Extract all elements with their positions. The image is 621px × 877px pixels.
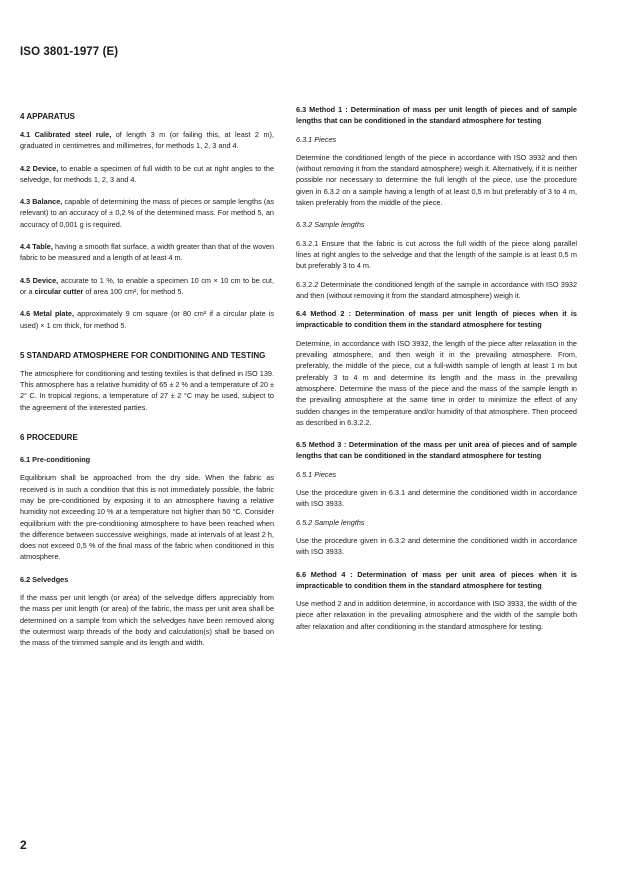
clause-6-5-2-heading	[296, 517, 577, 528]
clause-4-2	[20, 163, 274, 186]
clause-4-4-text: having a smooth flat surface, a width greater than that of the woven fabric to be measured and a length of at least 4 m.	[20, 242, 275, 263]
left-column	[20, 104, 274, 649]
clause-4-3	[20, 196, 274, 230]
clause-6-6-heading: 6.6 Method 4 : Determination of mass per unit area of pieces when it is impracticable to condition them in the standard atmosphere for testing	[296, 569, 577, 590]
clause-6-5-2-text: Use the procedure given in 6.3.2 and determine the conditioned width in accordance with ISO 3933.	[296, 535, 577, 557]
clause-6-4-text: Determine, in accordance with ISO 3932, the length of the piece after relaxation in the prevailing atmosphere, and then weigh it in the prevailing atmosphere. From, preferably, the middle of the piece, cut a full-width sample of length at least 1 m but preferably 3 to 4 m and determine its length and the mass in the prevailing atmosphere. Determine the mass of the piece and the mass of the sample length in the prevailing atmosphere at the same time in order to minimize the effect of any sudden changes in the temperature and/or humidity of that atmosphere. Then proceed as described in 6.3.2.2.	[296, 338, 577, 427]
clause-4-3-text: capable of determining the mass of pieces or sample lengths (as relevant) to an accuracy of ± 0,2 % of the determined mass. For method 5, an accuracy of 0,001 g is required.	[20, 197, 274, 229]
clause-4-5	[20, 275, 274, 298]
clause-4-5-bold: circular cutter	[34, 286, 84, 296]
clause-6-5-1-heading	[296, 469, 577, 480]
clause-6-3-heading: 6.3 Method 1 : Determination of mass per unit length of pieces and of sample lengths that can be conditioned in the standard atmosphere for testing	[296, 105, 577, 126]
clause-4-4-label: 4.4 Table,	[20, 242, 53, 252]
clause-4-5-text-b: of area 100 cm², for method 5.	[85, 286, 184, 296]
clause-6-1-heading: 6.1 Pre-conditioning	[20, 455, 91, 465]
clause-6-5-1-text: Use the procedure given in 6.3.1 and determine the conditioned width in accordance with ISO 3933.	[296, 488, 577, 509]
clause-6-3-2-1-text: 6.3.2.1 Ensure that the fabric is cut across the full width of the piece along parallel lines at right angles to the selvedge and that the length of the sample is at least 0,5 m but preferably 3 to 4 m.	[296, 238, 577, 271]
clause-6-3-2-title: 6.3.2 Sample lengths	[296, 220, 365, 230]
document-header: ISO 3801-1977 (E)	[20, 46, 119, 58]
clause-4-2-label: 4.2 Device,	[20, 163, 59, 173]
clause-4-1-label: 4.1 Calibrated steel rule,	[20, 130, 112, 139]
clause-6-3-1-heading	[296, 134, 577, 145]
clause-4-5-label: 4.5 Device,	[20, 275, 59, 285]
clause-4-1	[20, 129, 274, 152]
section-5-heading: 5 STANDARD ATMOSPHERE FOR CONDITIONING AND TESTING	[20, 350, 266, 360]
right-column	[296, 104, 577, 632]
clause-6-3-1-text: Determine the conditioned length of the piece in accordance with ISO 3932 and then (without removing it from the standard atmosphere) weigh it. Alternatively, if it is neither possible nor necessary to determine the full length of the piece, use the procedure given in 6.3.2 on a sample having a length of at least 0,5 m but preferably of 3 to 4 m, taken preferably from the middle of the piece.	[296, 152, 577, 208]
clause-4-6-text: approximately 9 cm square (or 80 cm² if a circular plate is used) × 1 cm thick, for method 5.	[20, 309, 275, 330]
clause-6-5-2-title: 6.5.2 Sample lengths	[296, 517, 365, 527]
clause-6-3-2-2-text: 6.3.2.2 Determinate the conditioned length of the sample in accordance with ISO 3932 and then (without removing it from the standard atmosphere) weigh it.	[296, 279, 577, 300]
clause-4-4	[20, 241, 274, 264]
section-5-text: The atmosphere for conditioning and testing textiles is that defined in ISO 139. This atmosphere has a relative humidity of 65 ± 2 % and a temperature of 20 ± 2° C. In tropical regions, a temperature of 27 ± 2 °C may be used, subject to the agreement of the interested parties.	[20, 368, 274, 412]
clause-6-2-heading: 6.2 Selvedges	[20, 574, 69, 584]
clause-6-1-text: Equilibrium shall be approached from the dry side. When the fabric as received is in such a condition that this is not immediately possible, the fabric may be pre-conditioned by exposing it to an atmosphere having a relative humidity not exceeding 10 % at a temperature not higher than 50 °C. Consider equilibrium with the pre-conditioning atmosphere to have been reached when the difference between successive weighings, made at intervals of at least 2 h, does not exceed 0,5 % of the final mass of the fabric when conditioned in this atmosphere.	[20, 473, 274, 562]
section-4-heading: 4 APPARATUS	[20, 112, 75, 121]
clause-4-6	[20, 308, 274, 331]
clause-4-5-text-a: accurate to 1 %, to enable a specimen 10 cm × 10 cm to be cut, or a	[20, 275, 274, 296]
clause-6-4-heading: 6.4 Method 2 : Determination of mass per unit length of pieces when it is impracticable to condition them in the standard atmosphere for testing	[296, 309, 577, 330]
clause-4-1-text: of length 3 m (or failing this, at least 2 m), graduated in centimetres and millimetres, for methods 1, 2, 3 and 4.	[20, 130, 274, 151]
clause-6-6-text: Use method 2 and in addition determine, in accordance with ISO 3933, the width of the piece after relaxation in the prevailing atmosphere and the width of the sample both after relaxation and after conditioning in the standard atmosphere for testing.	[296, 599, 577, 631]
clause-6-3-1-title: 6.3.1 Pieces	[296, 134, 337, 144]
clause-6-5-heading: 6.5 Method 3 : Determination of the mass per unit area of pieces and of sample lengths that can be conditioned in the standard atmosphere for testing	[296, 440, 577, 461]
clause-4-3-label: 4.3 Balance,	[20, 197, 63, 207]
page-number: 2	[20, 838, 27, 852]
section-6-heading: 6 PROCEDURE	[20, 433, 78, 443]
clause-6-5-1-title: 6.5.1 Pieces	[296, 469, 337, 479]
clause-4-2-text: to enable a specimen of full width to be cut at right angles to the selvedge, for methods 1, 2, 3 and 4.	[20, 163, 275, 184]
clause-6-2-text: If the mass per unit length (or area) of the selvedge differs appreciably from the mass per unit length (or area) of the fabric, the mass per unit area shall be determined on a sample from which the selvedges have been removed along the outermost warp threads of the body and calculation(s) shall be based on the mass of the trimmed sample and its length and width.	[20, 593, 274, 648]
clause-6-3-2-heading	[296, 219, 577, 230]
clause-4-6-label: 4.6 Metal plate,	[20, 309, 75, 319]
